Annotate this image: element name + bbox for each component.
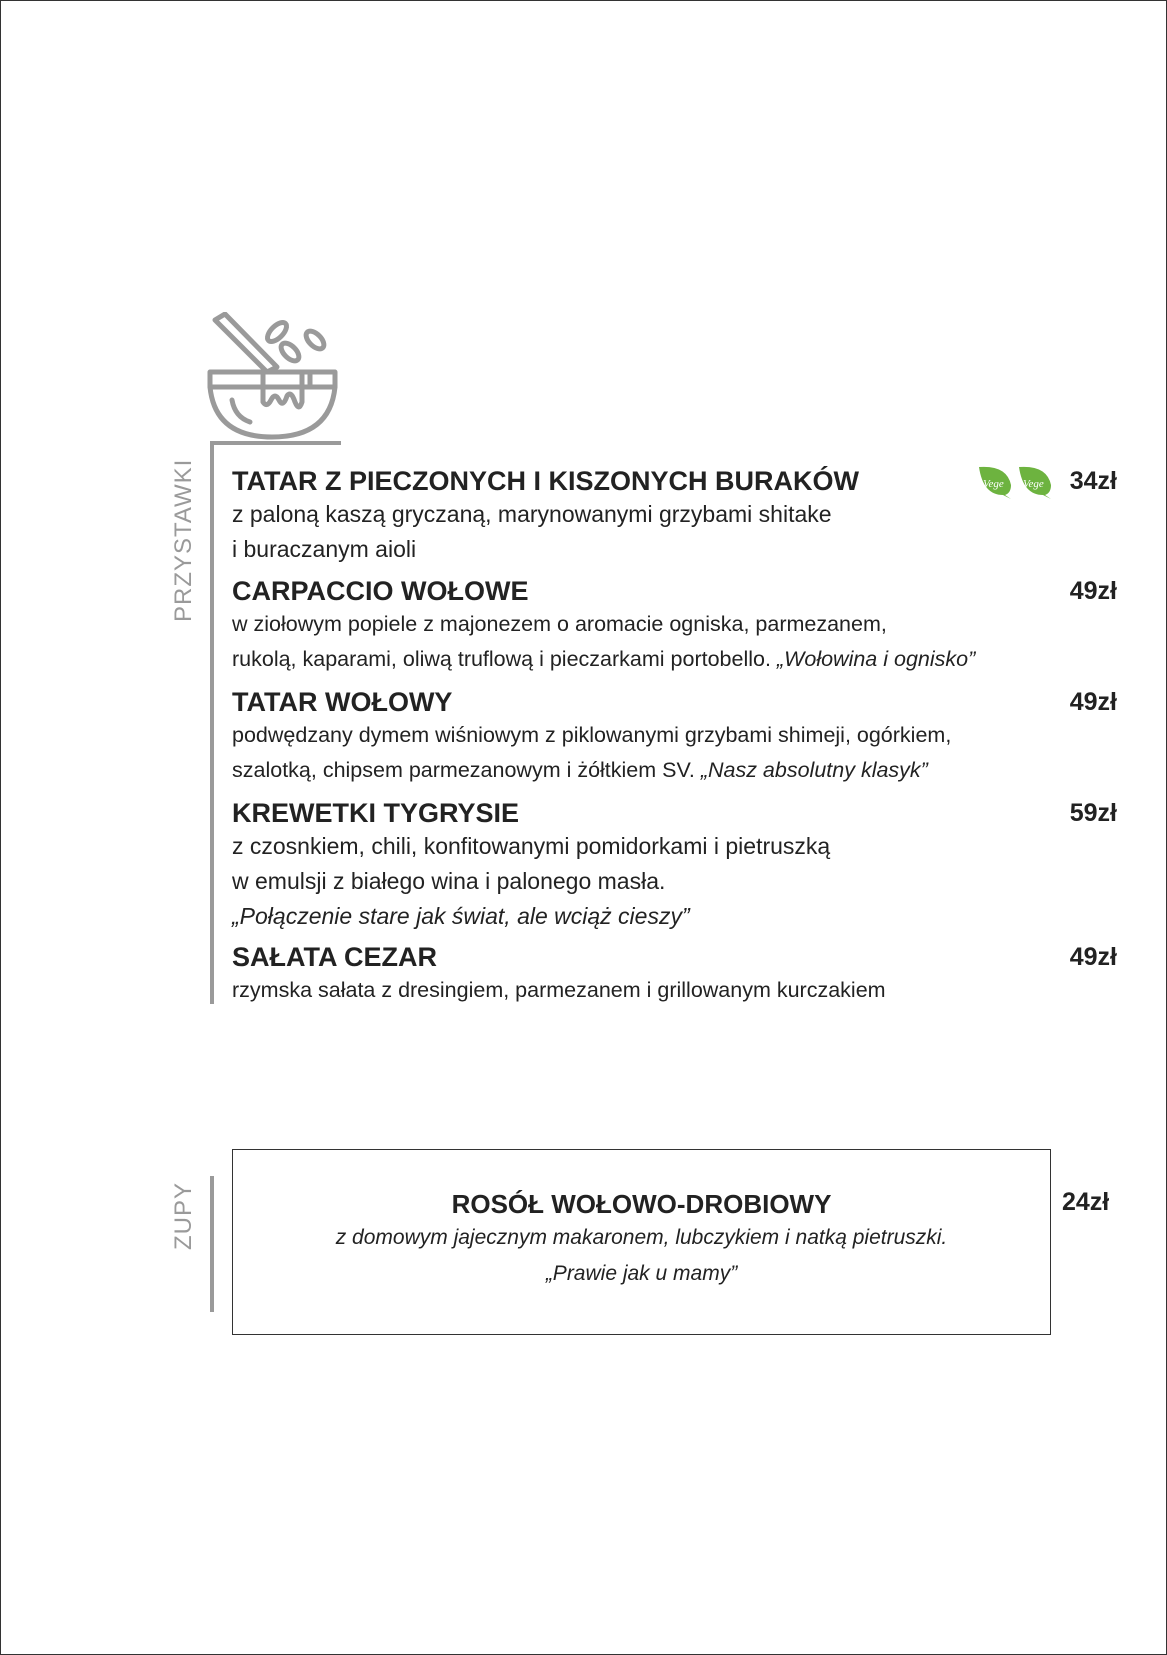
soups-rule-side <box>210 1176 214 1312</box>
item-description: w ziołowym popiele z majonezem o aromacie ogniska, parmezanem, rukolą, kaparami, oliwą truflową i pieczarkami portobello. „Wołowina i ognisko” <box>232 612 976 671</box>
item-price: 49zł <box>1069 577 1117 605</box>
mixing-bowl-icon <box>205 312 345 447</box>
section-label-starters: PRZYSTAWKI <box>170 458 197 622</box>
item-description: podwędzany dymem wiśniowym z piklowanymi grzybami shimeji, ogórkiem, szalotką, chipsem parmezanowym i żółtkiem SV. „Nasz absolutny klasyk” <box>232 723 952 782</box>
item-price: 49zł <box>1069 943 1117 971</box>
item-description: z paloną kaszą gryczaną, marynowanymi grzybami shitake i buraczanym aioli <box>232 501 832 562</box>
item-name: KREWETKI TYGRYSIE <box>232 798 520 828</box>
item-name: ROSÓŁ WOŁOWO-DROBIOWY <box>451 1189 832 1219</box>
section-rule-side <box>210 441 214 1004</box>
menu-item <box>232 575 1117 677</box>
vege-badges <box>977 465 1053 499</box>
soup-highlight-box <box>232 1149 1051 1335</box>
menu-item <box>232 797 1117 934</box>
svg-text:Vege: Vege <box>1023 478 1044 490</box>
svg-text:Vege: Vege <box>983 478 1004 490</box>
section-rule-top <box>211 441 341 445</box>
item-quote: „Wołowina i ognisko” <box>776 647 976 671</box>
item-quote: „Połączenie stare jak świat, ale wciąż cieszy” <box>232 903 690 929</box>
vege-leaf-icon <box>977 465 1013 499</box>
item-price: 24zł <box>1062 1188 1110 1216</box>
item-description: z domowym jajecznym makaronem, lubczykiem i natką pietruszki. <box>335 1226 948 1249</box>
item-name: SAŁATA CEZAR <box>232 942 437 972</box>
menu-item <box>232 465 1117 567</box>
item-price: 34zł <box>1069 467 1117 495</box>
item-name: TATAR Z PIECZONYCH I KISZONYCH BURAKÓW <box>232 466 859 496</box>
section-label-soups: ZUPY <box>170 1181 197 1250</box>
menu-item <box>232 941 1117 1008</box>
vege-leaf-icon <box>1017 465 1053 499</box>
menu-item <box>232 686 1117 788</box>
item-name: TATAR WOŁOWY <box>232 687 453 717</box>
item-description: rzymska sałata z dresingiem, parmezanem i grillowanym kurczakiem <box>232 978 886 1002</box>
item-description: z czosnkiem, chili, konfitowanymi pomidorkami i pietruszką w emulsji z białego wina i palonego masła. „Połączenie stare jak świat, ale wciąż cieszy” <box>232 833 831 929</box>
item-price: 49zł <box>1069 688 1117 716</box>
item-quote: „Prawie jak u mamy” <box>545 1262 738 1285</box>
item-quote: „Nasz absolutny klasyk” <box>700 758 928 782</box>
item-price: 59zł <box>1069 799 1117 827</box>
item-name: CARPACCIO WOŁOWE <box>232 576 529 606</box>
